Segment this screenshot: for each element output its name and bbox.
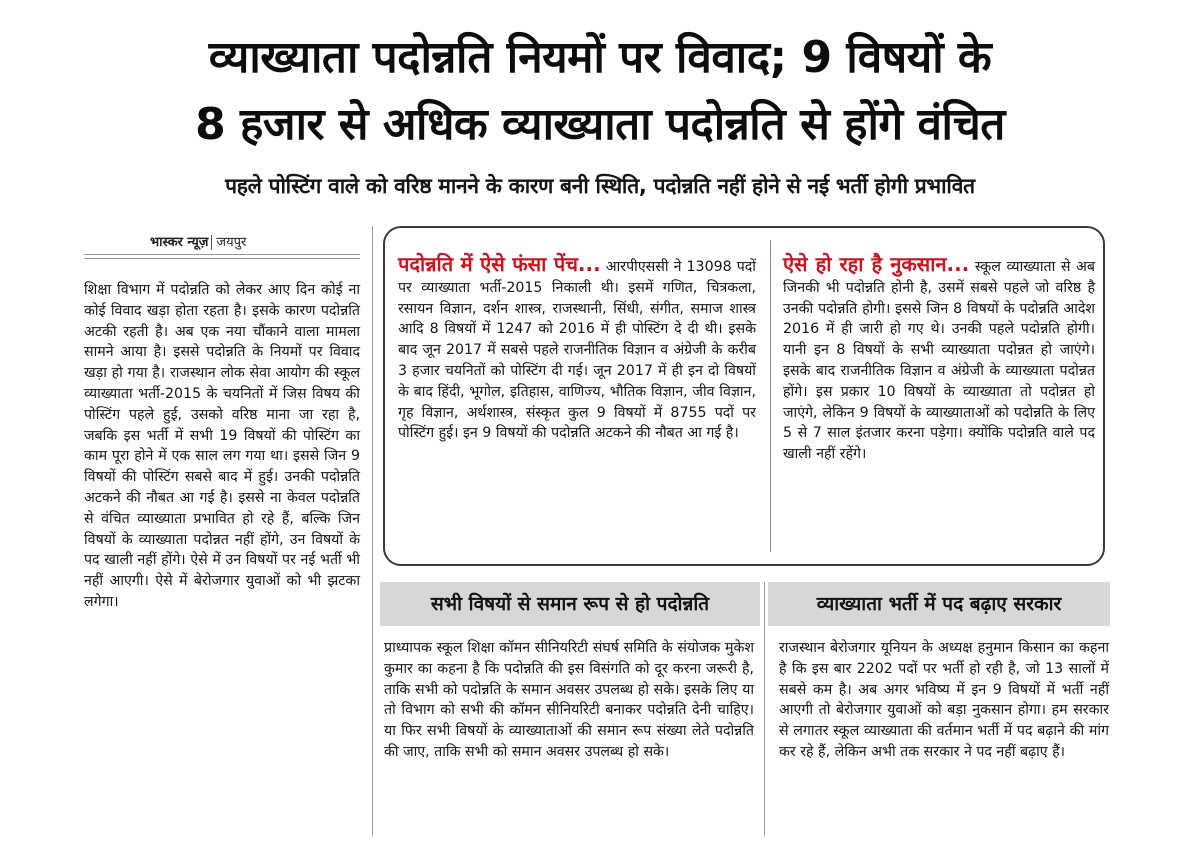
box-divider: [770, 240, 771, 552]
box-right-kicker: ऐसे हो रहा है नुकसान...: [783, 252, 970, 276]
column-divider-bottom: [764, 582, 765, 836]
box-left-story: [398, 254, 756, 444]
box-left-text: आरपीएससी ने 13098 पदों पर व्याख्याता भर्ती-2015 निकाली थी। इसमें गणित, चित्रकला, रसायन विज्ञान, दर्शन शास्त्र, राजस्थानी, सिंधी, संगीत, समाज शास्त्र आदि 8 विषयों में 1247 को 2016 में ही पोस्टिंग दे दी थी। इसके बाद जून 2017 में सबसे पहले राजनीतिक विज्ञान व अंग्रेजी के करीब 3 हजार चयनितों को पोस्टिंग दी गई। जून 2017 में ही इन दो विषयों के बाद हिंदी, भूगोल, इतिहास, वाणिज्य, भौतिक विज्ञान, जीव विज्ञान, गृह विज्ञान, अर्थशास्त्र, संस्कृत कुल 9 विषयों में 8755 पदों पर पोस्टिंग हुई। इन 9 विषयों की पदोन्नति अटकने की नौबत आ गई है।: [398, 259, 756, 442]
headline-line-2: 8 हजार से अधिक व्याख्याता पदोन्नति से होंगे वंचित: [195, 99, 1005, 150]
column-divider-left: [372, 226, 373, 836]
subheadline: पहले पोस्टिंग वाले को वरिष्ठ मानने के कारण बनी स्थिति, पदोन्नति नहीं होने से नई भर्ती होगी प्रभावित: [225, 174, 975, 198]
section1-heading: सभी विषयों से समान रूप से हो पदोन्नति: [380, 582, 760, 626]
byline-rule-lower: [84, 258, 360, 259]
section2-text: राजस्थान बेरोजगार यूनियन के अध्यक्ष हनुमान किसान का कहना है कि इस बार 2202 पदों पर भर्ती हो रही है, जो 13 सालों में सबसे कम है। अब अगर भविष्य में इन 9 विषयों में भर्ती नहीं आएगी तो बेरोजगार युवाओं को बड़ा नुकसान होगा। हम सरकार से लगातर स्कूल व्याख्याता की वर्तमान भर्ती में पद बढ़ाने की मांग कर रहे हैं, लेकिन अभी तक सरकार ने पद नहीं बढ़ाए हैं।: [779, 640, 1109, 760]
byline-place: जयपुर: [211, 235, 246, 250]
byline-source: भास्कर न्यूज़: [150, 235, 209, 250]
byline-rule: [84, 254, 360, 255]
box-right-text: स्कूल व्याख्याता से अब जिनकी भी पदोन्नति होनी है, उसमें सबसे पहले जो वरिष्ठ है उनकी पदोन्नति होगी। इससे जिन 8 विषयों के पदोन्नति आदेश 2016 में ही जारी हो गए थे। उनकी पहले पदोन्नति होगी। यानी इन 8 विषयों के सभी व्याख्याता पदोन्नत हो जाएंगे। इसके बाद राजनीतिक विज्ञान व अंग्रेजी के व्याख्याता पदोन्नत होंगे। इस प्रकार 10 विषयों के व्याख्याता तो पदोन्नत हो जाएंगे, लेकिन 9 विषयों के व्याख्याताओं को पदोन्नति के लिए 5 से 7 साल इंतजार करना पड़ेगा। क्योंकि पदोन्नति वाले पद खाली नहीं रहेंगे।: [783, 259, 1095, 463]
headline-line-1: व्याख्याता पदोन्नति नियमों पर विवाद; 9 विषयों के: [208, 32, 992, 83]
main-story-text: शिक्षा विभाग में पदोन्नति को लेकर आए दिन कोई ना कोई विवाद खड़ा होता रहता है। इसके कारण पदोन्नति अटकी रहती है। अब एक नया चौंकाने वाला मामला सामने आया है। इससे पदोन्नति के नियमों पर विवाद खड़ा हो गया है। राजस्थान लोक सेवा आयोग की स्कूल व्याख्याता भर्ती-2015 के चयनितों में जिस विषय की पोस्टिंग पहले हुई, उसको वरिष्ठ माना जा रहा है, जबकि इस भर्ती में सभी 19 विषयों की पोस्टिंग का काम पूरा होने में एक साल लग गया था। इससे जिन 9 विषयों की पोस्टिंग सबसे बाद में हुई। उनकी पदोन्नति अटकने की नौबत आ गई है। इससे ना केवल पदोन्नति से वंचित व्याख्याता प्रभावित हो रहे हैं, बल्कि जिन विषयों के व्याख्याता पदोन्नत नहीं होंगे, उन विषयों के पद खाली नहीं होंगे। ऐसे में उन विषयों पर नई भर्ती भी नहीं आएगी। ऐसे में बेरोजगार युवाओं को भी झटका लगेगा।: [84, 282, 360, 610]
box-right-story: [783, 254, 1095, 465]
section1-text: प्राध्यापक स्कूल शिक्षा कॉमन सीनियरिटी संघर्ष समिति के संयोजक मुकेश कुमार का कहना है कि पदोन्नति की इस विसंगति को दूर करना जरूरी है, ताकि सभी को पदोन्नति के समान अवसर उपलब्ध हो सके। इसके लिए या तो विभाग को सभी की कॉमन सीनियरिटी बनाकर पदोन्नति देनी चाहिए। या फिर सभी विषयों के व्याख्याताओं की समान रूप संख्या लेते पदोन्नति की जाए, ताकि सभी को समान अवसर उपलब्ध हो सके।: [384, 640, 754, 760]
section2-heading: व्याख्याता भर्ती में पद बढ़ाए सरकार: [768, 582, 1110, 626]
box-left-kicker: पदोन्नति में ऐसे फंसा पेंच...: [398, 252, 601, 276]
byline: [150, 232, 246, 250]
